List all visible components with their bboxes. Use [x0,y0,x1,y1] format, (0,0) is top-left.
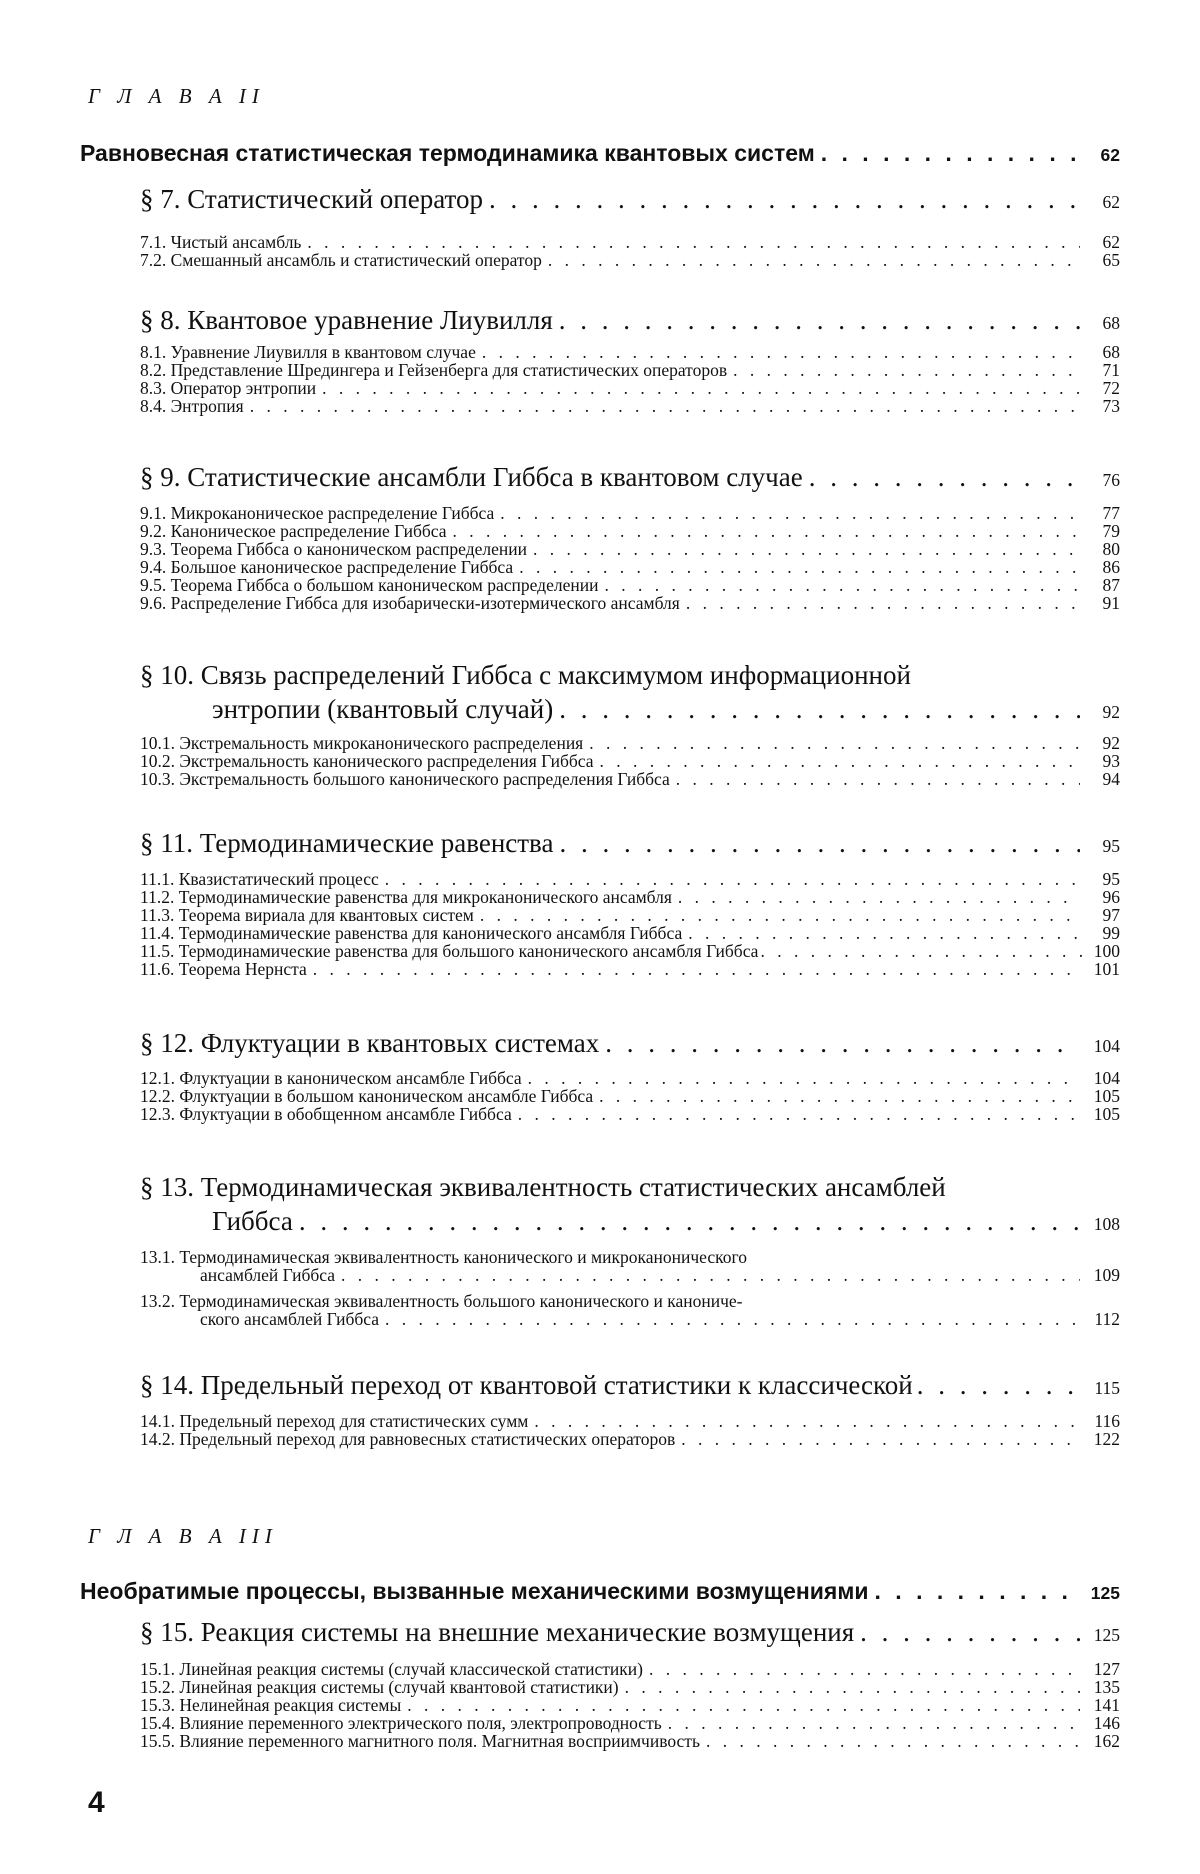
page-ref: 104 [1086,1036,1120,1057]
toc-entry-8-1[interactable] [140,343,1120,361]
entry-text: 10.3. Экстремальность большого канонического распределения Гиббса [140,770,670,788]
toc-entry-12-2[interactable] [140,1087,1120,1105]
page-ref: 77 [1086,504,1120,522]
page-ref: 87 [1086,576,1120,594]
entry-text: 9.4. Большое каноническое распределение Гиббса [140,558,513,576]
page-ref: 62 [1086,192,1120,213]
entry-text: 13.1. Термодинамическая эквивалентность канонического и микроканонического [140,1248,1120,1266]
dot-leader: . . . . . . . . . . . . . . . . . . . . . . . . . . . . . . . . . . . . . . . . . . [385,1310,1080,1328]
entry-text: 12.2. Флуктуации в большом каноническом ансамбле Гиббса [140,1087,593,1105]
dot-leader: . . . . . . . . . . . . . . . . . . . . . . . . . [668,1714,1080,1732]
page-ref: 97 [1086,906,1120,924]
page-ref: 72 [1086,379,1120,397]
toc-entry-8-3[interactable] [140,379,1120,397]
toc-entry-10-1[interactable] [140,734,1120,752]
toc-entry-9-1[interactable] [140,504,1120,522]
section-7-row[interactable] [140,184,1120,215]
page-ref: 162 [1086,1732,1120,1750]
page-ref: 146 [1086,1714,1120,1732]
entry-text: 8.2. Представление Шредингера и Гейзенберга для статистических операторов [140,361,727,379]
section-12-row[interactable] [140,1028,1120,1059]
page-ref: 62 [1086,145,1120,166]
entry-text: 15.5. Влияние переменного магнитного поля. Магнитная восприимчивость [140,1732,700,1750]
dot-leader: . . . . . . . . . . . . . . . . . . . . . . . [688,924,1080,942]
chapter-3-label: Г Л А В А III [88,1524,278,1549]
page-ref: 125 [1086,1625,1120,1646]
chapter-2-label: Г Л А В А II [88,84,265,109]
page-ref: 115 [1086,1378,1120,1399]
page-ref: 105 [1086,1087,1120,1105]
section-14-row[interactable] [140,1370,1120,1401]
entry-text: 15.3. Нелинейная реакция системы [140,1696,401,1714]
toc-entry-14-1[interactable] [140,1412,1120,1430]
entry-text: 11.5. Термодинамические равенства для большого канонического ансамбля Гиббса [140,942,758,960]
dot-leader: . . . . . . . . . . . . . . . . . . . . . . . . . . [649,1660,1080,1678]
toc-entry-9-2[interactable] [140,522,1120,540]
toc-entry-10-3[interactable] [140,770,1120,788]
dot-leader: . . . . . . . . . . . . . . . . . . . . . . . . . . . . . . . . . . . . . . . . . . . . . . . . . . [250,397,1080,415]
dot-leader: . . . . . . . . . . . . . . . . . . . . . . . . . . . . . . . . . . . . . . . . [407,1696,1080,1714]
dot-leader: . . . . . . . . . . . . . . . . . . . . . . [706,1732,1080,1750]
entry-text: 12.3. Флуктуации в обобщенном ансамбле Гиббса [140,1105,512,1123]
entry-text: 11.6. Теорема Нернста [140,960,307,978]
toc-entry-9-4[interactable] [140,558,1120,576]
entry-text: 12.1. Флуктуации в каноническом ансамбле Гиббса [140,1069,522,1087]
entry-text: 15.1. Линейная реакция системы (случай классической статистики) [140,1660,643,1678]
toc-entry-9-5[interactable] [140,576,1120,594]
entry-text: 9.1. Микроканоническое распределение Гиббса [140,504,494,522]
page-ref: 108 [1086,1214,1120,1235]
dot-leader: . . . . . . . . . . . . . . . . . . . . . . . . . . . . . . . . [548,251,1080,269]
dot-leader: . . . . . . . . . . . . . . . . . . . . . . . . . . . . . . . . . . . [500,504,1080,522]
toc-entry-7-1[interactable] [140,233,1120,251]
section-7-title: § 7. Статистический оператор [140,184,483,215]
section-11-row[interactable] [140,828,1120,859]
entry-text: 8.4. Энтропия [140,397,244,415]
section-10-title-line1[interactable] [140,660,1120,691]
dot-leader: . . . . . . . . . . . . . . . . . . . . . . . . . . . . . . . . . . . . [299,1206,1080,1237]
page-ref: 141 [1086,1696,1120,1714]
dot-leader: . . . . . . . . . . . . . . . . . . . . . . . . . . . . . . . . . [534,1412,1080,1430]
toc-entry-11-2[interactable] [140,888,1120,906]
toc-entry-8-2[interactable] [140,361,1120,379]
page-ref: 112 [1086,1310,1120,1328]
dot-leader: . . . . . . . . . . . . . . . . . . . . . . . . . . . . . . . . . . . . . . . . . . [385,870,1080,888]
section-13-title-line1[interactable] [140,1172,1120,1203]
toc-entry-12-1[interactable] [140,1069,1120,1087]
section-14-title: § 14. Предельный переход от квантовой статистики к классической [140,1370,913,1401]
section-11-title: § 11. Термодинамические равенства [140,828,553,859]
dot-leader: . . . . . . . . . . . . . . . . . . . . . . . . . . . . . . . . . [533,540,1080,558]
section-13-row[interactable] [140,1206,1120,1237]
dot-leader: . . . . . . . . . . . . . . . . . . . . . [733,361,1080,379]
page-ref: 92 [1086,734,1120,752]
chapter-3-title: Необратимые процессы, вызванные механическими возмущениями [80,1578,869,1605]
entry-text: 11.4. Термодинамические равенства для канонического ансамбля Гиббса [140,924,682,942]
page-ref: 92 [1086,702,1120,723]
entry-text: 8.3. Оператор энтропии [140,379,316,397]
page-ref: 86 [1086,558,1120,576]
toc-entry-11-6[interactable] [140,960,1120,978]
page-number: 4 [88,1786,105,1820]
page-ref: 79 [1086,522,1120,540]
page-ref: 127 [1086,1660,1120,1678]
entry-text: 7.1. Чистый ансамбль [140,233,301,251]
page-ref: 105 [1086,1105,1120,1123]
dot-leader: . . . . . . . . [917,1370,1082,1401]
dot-leader: . . . . . . . . . . . . . . . . . . . . . . . . . . . . . . . . . . . . . . [453,522,1080,540]
page-ref: 101 [1086,960,1120,978]
page-ref: 95 [1086,836,1120,857]
page-ref: 116 [1086,1412,1120,1430]
page-ref: 104 [1086,1069,1120,1087]
page-ref: 100 [1086,942,1120,960]
page-ref: 65 [1086,251,1120,269]
toc-entry-15-1[interactable] [140,1660,1120,1678]
toc-entry-11-1[interactable] [140,870,1120,888]
section-15-title: § 15. Реакция системы на внешние механические возмущения [140,1617,854,1648]
entry-text: 10.2. Экстремальность канонического распределения Гиббса [140,752,594,770]
toc-entry-13-1[interactable] [140,1248,1120,1284]
dot-leader: . . . . . . . . . . . . . . . . . . . . . . . . . . . . . . . . . . . . . . . . . . . . [341,1266,1080,1284]
dot-leader: . . . . . . . . . . . . . [809,462,1080,493]
dot-leader: . . . . . . . . . . . . . . . . . . . . . . . . . . . . . . . . . . . . [480,906,1080,924]
toc-page [0,0,1200,1874]
dot-leader: . . . . . . . . . . . . . . . . . . . . . . . . [676,770,1080,788]
dot-leader: . . . . . . . . . . . . . . . . . . . . . . . . . . . . . [600,752,1080,770]
toc-entry-12-3[interactable] [140,1105,1120,1123]
toc-entry-15-4[interactable] [140,1714,1120,1732]
dot-leader: . . . . . . . . . . . . . . . . . . . . . . . . . . . . . . . . . . [518,1105,1080,1123]
section-13-title: § 13. Термодинамическая эквивалентность статистических ансамблей [140,1172,1120,1203]
entry-text: 11.3. Теорема вириала для квантовых систем [140,906,474,924]
entry-text: 9.3. Теорема Гиббса о каноническом распределении [140,540,527,558]
dot-leader: . . . . . . . . . . . . . . . . . . . . . . . . . . . . . . . . . . . . . . . . . . . . . . [307,233,1080,251]
dot-leader: . . . . . . . . . . . . . . . . . . . . . . . . [559,694,1080,725]
dot-leader: . . . . . . . . . . . . . . . . . . . . . . . . . . . . . . . . . . . . . . . . . . . . . . [313,960,1080,978]
page-ref: 76 [1086,470,1120,491]
dot-leader: . . . . . . . . . . . . . . . . . . . . . . . . . . . . . . . . . . . . . . . . . . . . . [322,379,1080,397]
page-ref: 91 [1086,594,1120,612]
dot-leader: . . . . . . . . . . . . . . . . . . . . . . . . [559,305,1080,336]
toc-entry-8-4[interactable] [140,397,1120,415]
page-ref: 93 [1086,752,1120,770]
chapter-2-title-row[interactable] [80,140,1120,167]
toc-entry-11-4[interactable] [140,924,1120,942]
section-10-title: § 10. Связь распределений Гиббса с максимумом информационной [140,660,1120,691]
dot-leader: . . . . . . . . . . . . . . . . . . . . . . . . [686,594,1080,612]
section-12-title: § 12. Флуктуации в квантовых системах [140,1028,599,1059]
toc-entry-15-3[interactable] [140,1696,1120,1714]
toc-entry-7-2[interactable] [140,251,1120,269]
section-9-title: § 9. Статистические ансамбли Гиббса в квантовом случае [140,462,803,493]
page-ref: 71 [1086,361,1120,379]
page-ref: 125 [1086,1583,1120,1604]
entry-text-cont: ансамблей Гиббса [200,1266,335,1284]
page-ref: 80 [1086,540,1120,558]
entry-text: 14.2. Предельный переход для равновесных статистических операторов [140,1430,675,1448]
dot-leader: . . . . . . . . . . . . . . . . . . . . . . . . . . . . . . . . . . . . [482,343,1080,361]
toc-entry-14-2[interactable] [140,1430,1120,1448]
page-ref: 122 [1086,1430,1120,1448]
dot-leader: . . . . . . . . . . [860,1617,1080,1648]
page-ref: 94 [1086,770,1120,788]
entry-text: 11.1. Квазистатический процесс [140,870,379,888]
dot-leader: . . . . . . . . . . . . . . . . . . . . . . . . . . . . . . . . . [528,1069,1080,1087]
entry-text: 9.5. Теорема Гиббса о большом каноническом распределении [140,576,598,594]
toc-entry-11-3[interactable] [140,906,1120,924]
entry-text: 15.4. Влияние переменного электрического поля, электропроводность [140,1714,662,1732]
section-8-title: § 8. Квантовое уравнение Лиувилля [140,305,553,336]
dot-leader: . . . . . . . . . . . . . . . . . . . . . . . . . . . . [489,184,1080,215]
section-10-row[interactable] [140,694,1120,725]
entry-text: 13.2. Термодинамическая эквивалентность большого канонического и канониче- [140,1292,1120,1310]
page-ref: 62 [1086,233,1120,251]
dot-leader: . . . . . . . . . . [875,1578,1080,1605]
entry-text: 15.2. Линейная реакция системы (случай квантовой статистики) [140,1678,619,1696]
page-ref: 135 [1086,1678,1120,1696]
entry-text: 11.2. Термодинамические равенства для микроканонического ансамбля [140,888,672,906]
toc-entry-13-2[interactable] [140,1292,1120,1328]
section-13-title-cont: Гиббса [212,1206,293,1237]
section-15-row[interactable] [140,1617,1120,1648]
chapter-3-title-row[interactable] [80,1578,1120,1605]
dot-leader: . . . . . . . . . . . . . . . . . . . . . . . . . . . [625,1678,1080,1696]
entry-text: 7.2. Смешанный ансамбль и статистический оператор [140,251,542,269]
entry-text-cont: ского ансамблей Гиббса [200,1310,379,1328]
entry-text: 10.1. Экстремальность микроканонического распределения [140,734,583,752]
entry-text: 14.1. Предельный переход для статистических сумм [140,1412,528,1430]
section-8-row[interactable] [140,305,1120,336]
toc-entry-15-2[interactable] [140,1678,1120,1696]
page-ref: 73 [1086,397,1120,415]
page-ref: 68 [1086,343,1120,361]
toc-entry-10-2[interactable] [140,752,1120,770]
toc-entry-9-6[interactable] [140,594,1120,612]
dot-leader: . . . . . . . . . . . . . . . . . . . . . . . . . . . . . [599,1087,1080,1105]
dot-leader: . . . . . . . . . . . . . . . . . . . . . . . . [678,888,1080,906]
dot-leader: . . . . . . . . . . . . . [821,140,1080,167]
page-ref: 95 [1086,870,1120,888]
page-ref: 96 [1086,888,1120,906]
dot-leader: . . . . . . . . . . . . . . . . . . . . . . . . . . . . [604,576,1080,594]
toc-entry-15-5[interactable] [140,1732,1120,1750]
page-ref: 109 [1086,1266,1120,1284]
toc-entry-9-3[interactable] [140,540,1120,558]
chapter-2-title: Равновесная статистическая термодинамика квантовых систем [80,140,815,167]
toc-entry-11-5[interactable] [140,942,1120,960]
dot-leader: . . . . . . . . . . . . . . . . . . . . . . . . [559,828,1080,859]
entry-text: 8.1. Уравнение Лиувилля в квантовом случае [140,343,476,361]
section-9-row[interactable] [140,462,1120,493]
entry-text: 9.6. Распределение Гиббса для изобарически-изотермического ансамбля [140,594,680,612]
entry-text: 9.2. Каноническое распределение Гиббса [140,522,447,540]
section-10-title-cont: энтропии (квантовый случай) [212,694,553,725]
dot-leader: . . . . . . . . . . . . . . . . . . . [760,942,1084,960]
dot-leader: . . . . . . . . . . . . . . . . . . . . . . . . . . . . . . . . . . [519,558,1080,576]
dot-leader: . . . . . . . . . . . . . . . . . . . . . . . . [681,1430,1080,1448]
page-ref: 68 [1086,313,1120,334]
dot-leader: . . . . . . . . . . . . . . . . . . . . . . . . . . . . . [589,734,1080,752]
page-ref: 99 [1086,924,1120,942]
dot-leader: . . . . . . . . . . . . . . . . . . . . . . [605,1028,1080,1059]
